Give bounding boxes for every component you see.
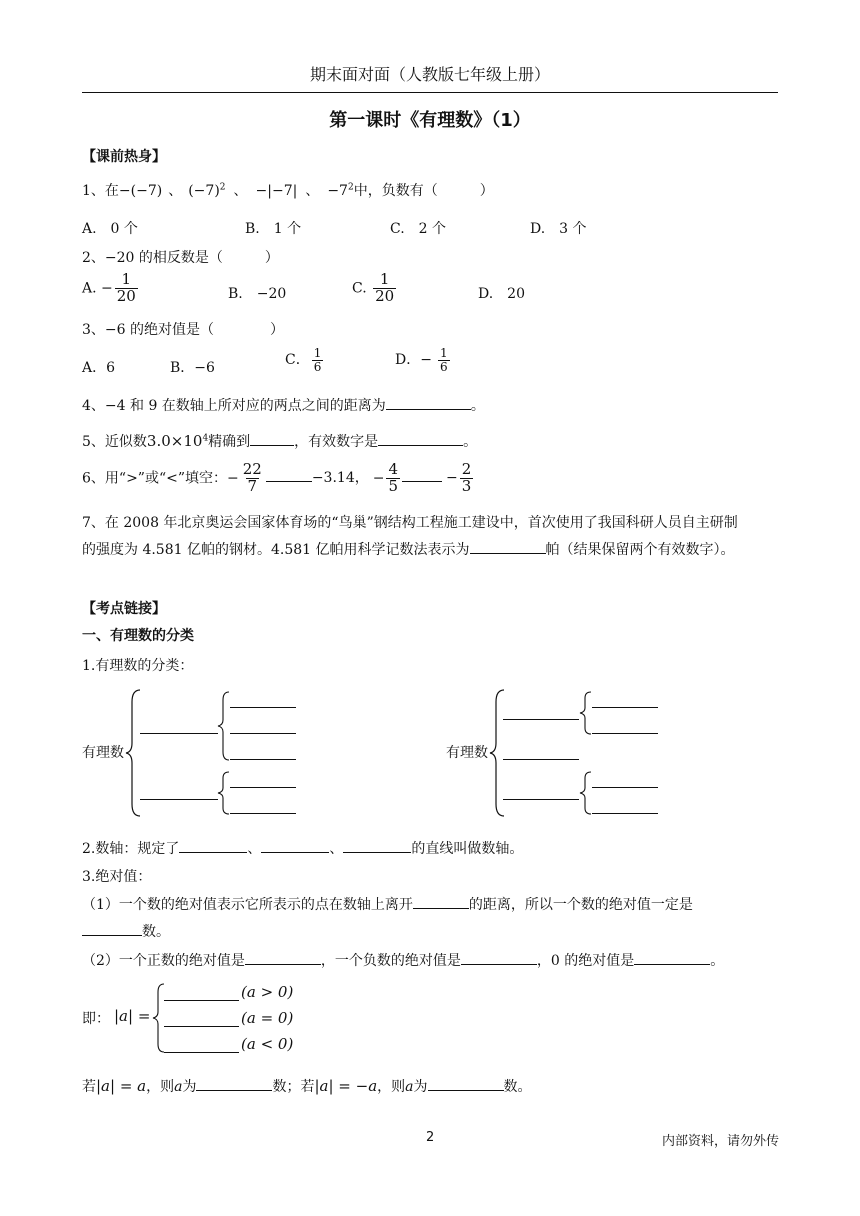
question-1 bbox=[82, 180, 494, 200]
tree-left-blank-2[interactable] bbox=[140, 799, 218, 800]
tree-left-leaf-5[interactable] bbox=[230, 813, 296, 814]
tree-left-blank-1[interactable] bbox=[140, 733, 218, 734]
item-3-1-line-2: 数。 bbox=[82, 921, 170, 941]
lesson-title: 第一课时《有理数》（1） bbox=[329, 110, 531, 131]
q2-a-fraction: $\frac{1}{20}$ bbox=[116, 270, 136, 305]
tree-left-leaf-2[interactable] bbox=[230, 733, 296, 734]
q1-option-d: D. 3 个 bbox=[530, 221, 587, 237]
abs-case-blank-1[interactable] bbox=[164, 1000, 239, 1001]
question-3: 3、−6 的绝对值是（ ） bbox=[82, 322, 284, 338]
q1-term-3: |−7| bbox=[267, 183, 298, 199]
question-5: 5、近似数$3.0\times 10^4$精确到 ，有效数字是 。 bbox=[82, 432, 478, 450]
q2-option-c: C. $\frac{1}{20}$ bbox=[352, 270, 395, 305]
item3-1-blank-1[interactable] bbox=[413, 896, 469, 909]
q2-option-a: A. − $\frac{1}{20}$ bbox=[82, 270, 136, 305]
tree-right-leaf-4[interactable] bbox=[592, 813, 658, 814]
q1-term-3-sign: − bbox=[255, 183, 268, 199]
page-number: 2 bbox=[426, 1130, 435, 1145]
q7-answer-blank[interactable] bbox=[470, 541, 546, 554]
q5-number: 3.0×10 bbox=[146, 432, 203, 450]
tree-left-sub-brace-1 bbox=[216, 690, 232, 762]
question-7-line-1: 7、在 2008 年北京奥运会国家体育场的“鸟巢”钢结构工程施工建设中，首次使用了我国科研人员自主研制 bbox=[82, 515, 738, 531]
q1-number: 1、 bbox=[82, 183, 105, 199]
item3-2-blank-1[interactable] bbox=[245, 952, 321, 965]
q1-sep-3: 、 bbox=[305, 183, 320, 199]
tree-right-label: 有理数 bbox=[446, 745, 488, 761]
q1-option-c: C. 2 个 bbox=[390, 221, 447, 237]
q1-term-2: (−7) bbox=[188, 183, 220, 199]
item3-2-blank-3[interactable] bbox=[634, 952, 710, 965]
abs-brace bbox=[152, 982, 166, 1054]
q1-term-2-exp: 2 bbox=[219, 182, 226, 193]
abs-case-blank-3[interactable] bbox=[164, 1052, 239, 1053]
tree-right-blank-1[interactable] bbox=[503, 719, 579, 720]
q1-term-4: −7 bbox=[327, 183, 348, 199]
abs-case-1: (a > 0) bbox=[241, 983, 294, 1001]
q2-option-b: B. −20 bbox=[228, 286, 287, 302]
question-7-line-2: 的强度为 4.581 亿帕的钢材。4.581 亿帕用科学记数法表示为 帕（结果保留两个有效数字）。 bbox=[82, 542, 735, 558]
tree-left-leaf-4[interactable] bbox=[230, 787, 296, 788]
q1-term-1: −(−7) bbox=[118, 183, 163, 199]
q5-sigfig-blank[interactable] bbox=[378, 433, 463, 446]
q6-fraction-2: $\frac{4}{5}$ bbox=[388, 460, 399, 495]
q6-blank-2[interactable] bbox=[402, 469, 442, 482]
q4-answer-blank[interactable] bbox=[386, 397, 471, 410]
document-header: 期末面对面（人教版七年级上册） bbox=[309, 65, 550, 84]
tree-right-leaf-2[interactable] bbox=[592, 733, 658, 734]
abs-case-3: (a < 0) bbox=[241, 1035, 294, 1053]
q6-blank-1[interactable] bbox=[266, 469, 312, 482]
header-rule bbox=[82, 92, 778, 93]
last-blank-2[interactable] bbox=[428, 1078, 504, 1091]
q1-sep-2: 、 bbox=[233, 183, 248, 199]
abs-label: 即： bbox=[82, 1011, 110, 1027]
item-3: 3.绝对值： bbox=[82, 869, 152, 885]
q3-d-fraction: $\frac{1}{6}$ bbox=[439, 346, 448, 374]
item-3-1-line-1: （1）一个数的绝对值表示它所表示的点在数轴上离开 的距离，所以一个数的绝对值一定是 bbox=[82, 897, 693, 913]
abs-condition-line: 若|a| = a，则a为 数；若|a| = −a，则a为 数。 bbox=[82, 1077, 532, 1095]
q1-sep-1: 、 bbox=[168, 183, 183, 199]
question-2: 2、−20 的相反数是（ ） bbox=[82, 250, 279, 266]
question-4: 4、−4 和 9 在数轴上所对应的两点之间的距离为 。 bbox=[82, 398, 485, 414]
q3-option-b: B．−6 bbox=[170, 360, 215, 376]
q1-option-b: B. 1 个 bbox=[245, 221, 302, 237]
item-1: 1.有理数的分类： bbox=[82, 658, 194, 674]
q3-option-c: C． $\frac{1}{6}$ bbox=[285, 346, 322, 374]
abs-case-2: (a = 0) bbox=[241, 1009, 294, 1027]
tree-right-blank-2[interactable] bbox=[503, 759, 579, 760]
item3-2-blank-2[interactable] bbox=[461, 952, 537, 965]
q3-option-a: A．6 bbox=[82, 360, 116, 376]
q1-suffix: 中，负数有（ ） bbox=[353, 183, 494, 199]
links-heading: 【考点链接】 bbox=[82, 601, 166, 617]
item-3-2: （2）一个正数的绝对值是 ，一个负数的绝对值是 ，0 的绝对值是 。 bbox=[82, 953, 725, 969]
q3-c-fraction: $\frac{1}{6}$ bbox=[313, 346, 322, 374]
q3-option-d: D．− $\frac{1}{6}$ bbox=[395, 346, 448, 374]
tree-right-sub-brace-2 bbox=[578, 770, 594, 816]
q5-precision-blank[interactable] bbox=[250, 433, 294, 446]
q1-option-a: A. 0 个 bbox=[82, 221, 138, 237]
tree-left-leaf-3[interactable] bbox=[230, 759, 296, 760]
q2-option-d: D. 20 bbox=[478, 286, 525, 302]
tree-right-leaf-1[interactable] bbox=[592, 707, 658, 708]
abs-expression: |a| = bbox=[114, 1007, 151, 1025]
q1-term-4-exp: 2 bbox=[347, 182, 354, 193]
footer-note: 内部资料，请勿外传 bbox=[662, 1134, 780, 1149]
warmup-heading: 【课前热身】 bbox=[82, 149, 166, 165]
tree-left-leaf-1[interactable] bbox=[230, 707, 296, 708]
question-6: 6、用“>”或“<”填空：− $\frac{22}{7}$ −3.14， − $\frac{4}{5}$ − $\frac{2}{3}$ bbox=[82, 460, 472, 495]
tree-left-label: 有理数 bbox=[82, 745, 124, 761]
q2-c-fraction: $\frac{1}{20}$ bbox=[375, 270, 395, 305]
abs-case-blank-2[interactable] bbox=[164, 1026, 239, 1027]
tree-right-blank-3[interactable] bbox=[503, 799, 579, 800]
tree-right-sub-brace-1 bbox=[578, 690, 594, 736]
tree-left-sub-brace-2 bbox=[216, 770, 232, 816]
item-2: 2.数轴：规定了 、 、 的直线叫做数轴。 bbox=[82, 841, 524, 857]
item2-blank-1[interactable] bbox=[179, 840, 247, 853]
q6-fraction-3: $\frac{2}{3}$ bbox=[461, 460, 472, 495]
item2-blank-3[interactable] bbox=[343, 840, 411, 853]
q1-prefix: 在 bbox=[104, 183, 119, 199]
q6-fraction-1: $\frac{22}{7}$ bbox=[242, 460, 262, 495]
item3-1-blank-2[interactable] bbox=[82, 923, 142, 936]
tree-right-leaf-3[interactable] bbox=[592, 787, 658, 788]
item2-blank-2[interactable] bbox=[261, 840, 329, 853]
section-1-title: 一、有理数的分类 bbox=[82, 628, 194, 644]
last-blank-1[interactable] bbox=[196, 1078, 272, 1091]
